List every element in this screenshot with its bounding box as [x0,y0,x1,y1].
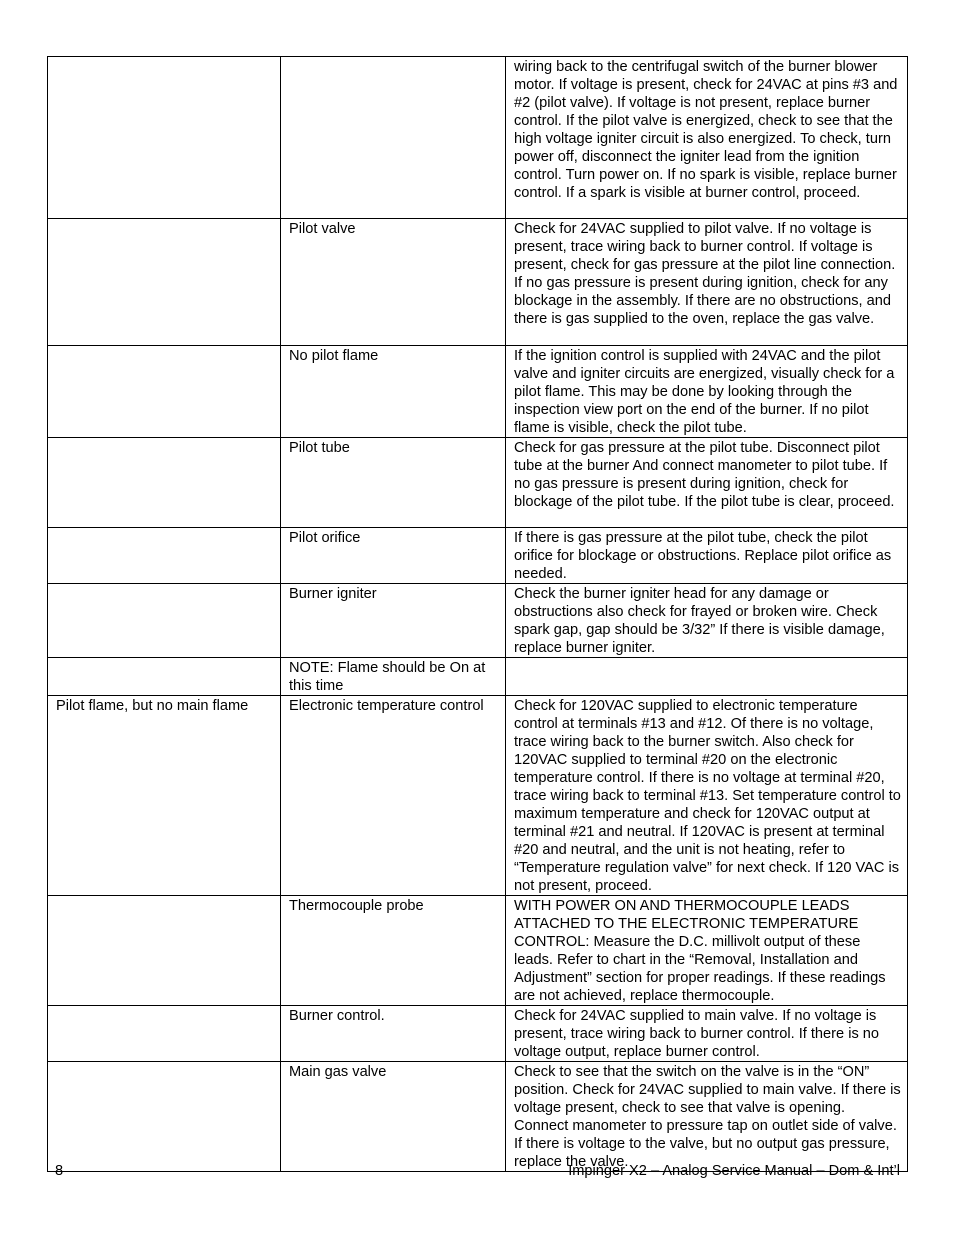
component-cell: Pilot valve [281,219,506,346]
symptom-cell [48,1062,281,1172]
table-row [48,1006,908,1062]
symptom-cell [48,528,281,584]
table-row [48,57,908,219]
component-cell: Pilot tube [281,438,506,528]
component-cell: NOTE: Flame should be On at this time [281,658,506,696]
action-cell: Check for 120VAC supplied to electronic temperature control at terminals #13 and #12. Of there is no voltage, trace wiring back to the burner switch. Also check for 120VAC supplied to terminal #20 on the electronic temperature control. If there is no voltage at terminal #20, trace wiring back to terminal #13. Set temperature control to maximum temperature and check for 120VAC output at terminal #21 and neutral. If 120VAC is present at terminal #20 and neutral, and the unit is not heating, refer to “Temperature regulation valve” for next check. If 120 VAC is not present, proceed. [506,696,908,896]
action-cell: wiring back to the centrifugal switch of the burner blower motor. If voltage is present, check for 24VAC at pins #3 and #2 (pilot valve). If voltage is not present, replace burner control. If the pilot valve is energized, check to see that the high voltage igniter circuit is also energized. To check, turn power off, disconnect the igniter lead from the ignition control. Turn power on. If no spark is visible, replace burner control. If a spark is visible at burner control, proceed. [506,57,908,219]
action-cell: If there is gas pressure at the pilot tube, check the pilot orifice for blockage or obstructions. Replace pilot orifice as needed. [506,528,908,584]
action-cell: Check for 24VAC supplied to pilot valve. If no voltage is present, trace wiring back to burner control. If voltage is present, check for gas pressure at the pilot line connection. If no gas pressure is present during ignition, check for any blockage in the assembly. If there are no obstructions, and there is gas supplied to the oven, replace the gas valve. [506,219,908,346]
table-row [48,696,908,896]
component-cell: Main gas valve [281,1062,506,1172]
table-row [48,658,908,696]
symptom-cell [48,1006,281,1062]
action-cell [506,658,908,696]
symptom-cell [48,57,281,219]
troubleshooting-table [47,56,908,1172]
action-cell: Check for 24VAC supplied to main valve. If no voltage is present, trace wiring back to burner control. If there is no voltage output, replace burner control. [506,1006,908,1062]
component-cell: Thermocouple probe [281,896,506,1006]
symptom-cell: Pilot flame, but no main flame [48,696,281,896]
table-row [48,346,908,438]
component-cell: Burner control. [281,1006,506,1062]
action-cell: Check for gas pressure at the pilot tube. Disconnect pilot tube at the burner And connect manometer to pilot tube. If no gas pressure is present during ignition, check for blockage of the pilot tube. If the pilot tube is clear, proceed. [506,438,908,528]
component-cell: No pilot flame [281,346,506,438]
component-cell: Electronic temperature control [281,696,506,896]
action-cell: If the ignition control is supplied with 24VAC and the pilot valve and igniter circuits are energized, visually check for a pilot flame. This may be done by looking through the inspection view port on the end of the burner. If no pilot flame is visible, check the pilot tube. [506,346,908,438]
component-cell: Pilot orifice [281,528,506,584]
component-cell [281,57,506,219]
symptom-cell [48,896,281,1006]
symptom-cell [48,346,281,438]
symptom-cell [48,658,281,696]
action-cell: Check the burner igniter head for any damage or obstructions also check for frayed or broken wire. Check spark gap, gap should be 3/32” If there is visible damage, replace burner igniter. [506,584,908,658]
symptom-cell [48,219,281,346]
table-row [48,219,908,346]
table-row [48,584,908,658]
footer-title: Impinger X2 – Analog Service Manual – Dom & Int’l [568,1163,900,1179]
symptom-cell [48,584,281,658]
table-row [48,896,908,1006]
table-row [48,1062,908,1172]
component-cell: Burner igniter [281,584,506,658]
action-cell: WITH POWER ON AND THERMOCOUPLE LEADS ATTACHED TO THE ELECTRONIC TEMPERATURE CONTROL: Measure the D.C. millivolt output of these leads. Refer to chart in the “Removal, Installation and Adjustment” section for proper readings. If these readings are not achieved, replace thermocouple. [506,896,908,1006]
action-cell: Check to see that the switch on the valve is in the “ON” position. Check for 24VAC supplied to main valve. If there is voltage present, check to see that valve is opening. Connect manometer to pressure tap on outlet side of valve. If there is voltage to the valve, but no output gas pressure, replace the valve. [506,1062,908,1172]
symptom-cell [48,438,281,528]
table-row [48,528,908,584]
page-number: 8 [55,1163,64,1179]
table-row [48,438,908,528]
